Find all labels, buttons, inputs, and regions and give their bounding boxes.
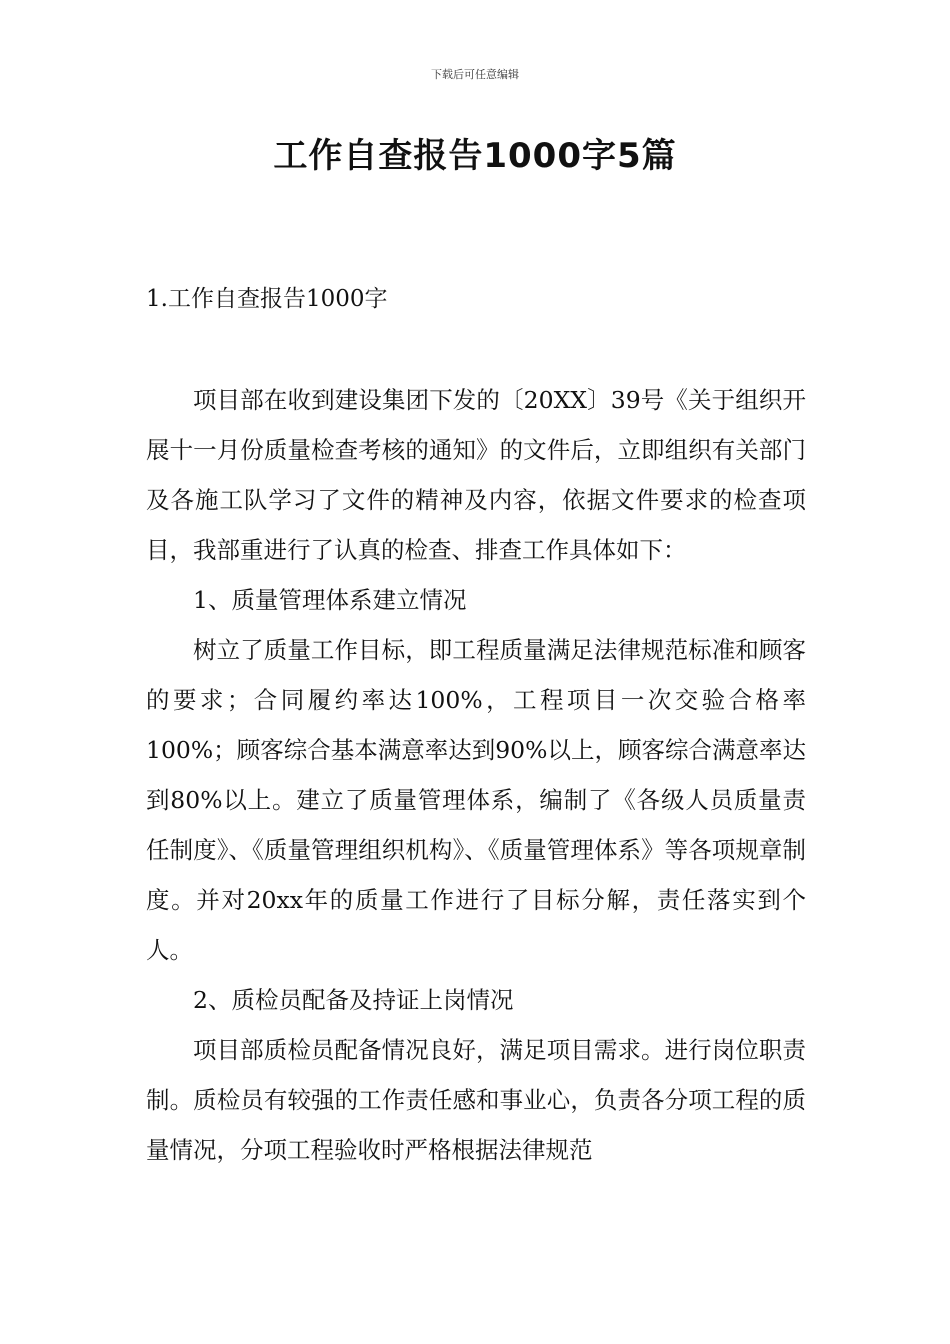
section-heading: 1.工作自查报告1000字 [146, 286, 388, 312]
paragraph-inspectors: 项目部质检员配备情况良好，满足项目需求。进行岗位职责制。质检员有较强的工作责任感和事业心，负责各分项工程的质量情况，分项工程验收时严格根据法律规范 [146, 1036, 806, 1164]
subheading-inspectors: 2、质检员配备及持证上岗情况 [193, 986, 514, 1014]
paragraph-quality-system: 树立了质量工作目标，即工程质量满足法律规范标准和顾客的要求；合同履约率达100%，工程项目一次交验合格率100%；顾客综合基本满意率达到90%以上，顾客综合满意率达到80%以上。建立了质量管理体系，编制了《各级人员质量责任制度》、《质量管理组织机构》、《质量管理体系》等各项规章制度。并对20xx年的质量工作进行了目标分解，责任落实到个人。 [146, 636, 806, 964]
document-title: 工作自查报告1000字5篇 [273, 136, 677, 176]
paragraph-intro: 项目部在收到建设集团下发的〔20XX〕39号《关于组织开展十一月份质量检查考核的通知》的文件后，立即组织有关部门及各施工队学习了文件的精神及内容，依据文件要求的检查项目，我部重进行了认真的检查、排查工作具体如下： [146, 386, 806, 564]
header-note: 下载后可任意编辑 [431, 68, 519, 81]
document-body [146, 375, 806, 1175]
subheading-quality-system: 1、质量管理体系建立情况 [193, 586, 467, 614]
